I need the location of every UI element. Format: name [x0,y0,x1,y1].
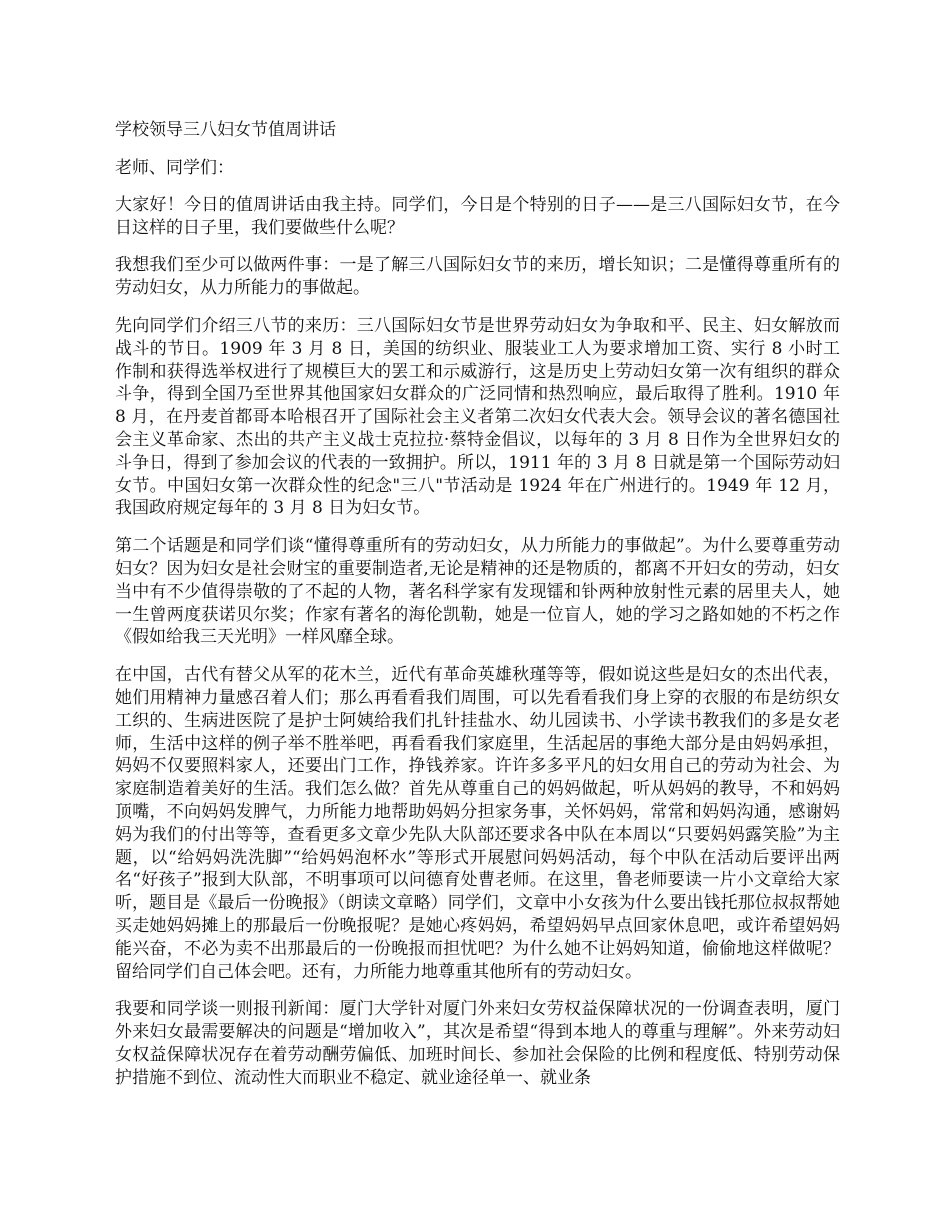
paragraph-news: 我要和同学谈一则报刊新闻：厦门大学针对厦门外来妇女劳权益保障状况的一份调查表明，厦门外来妇女最需要解决的问题是“增加收入”，其次是希望“得到本地人的尊重与理解”。外来劳动妇女权益保障状况存在着劳动酬劳偏低、加班时间长、参加社会保险的比例和程度低、特别劳动保护措施不到位、流动性大而职业不稳定、就业途径单一、就业条 [115,999,840,1088]
paragraph-greeting: 大家好！今日的值周讲话由我主持。同学们，今日是个特别的日子——是三八国际妇女节，在今日这样的日子里，我们要做些什么呢？ [115,194,840,238]
paragraph-history: 先向同学们介绍三八节的来历：三八国际妇女节是世界劳动妇女为争取和平、民主、妇女解放而战斗的节日。1909 年 3 月 8 日，美国的纺织业、服装业工人为要求增加工资、实行 8 小时工作制和获得选举权进行了规模巨大的罢工和示威游行，这是历史上劳动妇女第一次有组织的群众斗争，得到全国乃至世界其他国家妇女群众的广泛同情和热烈响应，最后取得了胜利。1910 年 8 月，在丹麦首都哥本哈根召开了国际社会主义者第二次妇女代表大会。领导会议的著名德国社会主义革命家、杰出的共产主义战士克拉拉·蔡特金倡议，以每年的 3 月 8 日作为全世界妇女的斗争日，得到了参加会议的代表的一致拥护。所以，1911 年的 3 月 8 日就是第一个国际劳动妇女节。中国妇女第一次群众性的纪念"三八"节活动是 1924 年在广州进行的。1949 年 12 月，我国政府规定每年的 3 月 8 日为妇女节。 [115,315,840,519]
paragraph-respect-women: 第二个话题是和同学们谈“懂得尊重所有的劳动妇女，从力所能力的事做起”。为什么要尊重劳动妇女？因为妇女是社会财宝的重要制造者,无论是精神的还是物质的，都离不开妇女的劳动，妇女当中有不少值得崇敬的了不起的人物，著名科学家有发现镭和钋两种放射性元素的居里夫人，她一生曾两度获诺贝尔奖；作家有著名的海伦凯勒，她是一位盲人，她的学习之路如她的不朽之作《假如给我三天光明》一样风靡全球。 [115,536,840,648]
salutation: 老师、同学们： [115,158,234,178]
paragraph-examples: 在中国，古代有替父从军的花木兰，近代有革命英雄秋瑾等等，假如说这些是妇女的杰出代表，她们用精神力量感召着人们；那么再看看我们周围，可以先看看我们身上穿的衣服的布是纺织女工织的、生病进医院了是护士阿姨给我们扎针挂盐水、幼儿园读书、小学读书教我们的多是女老师，生活中这样的例子举不胜举吧，再看看我们家庭里，生活起居的事绝大部分是由妈妈承担，妈妈不仅要照料家人，还要出门工作，挣钱养家。许许多多平凡的妇女用自己的劳动为社会、为家庭制造着美好的生活。我们怎么做？首先从尊重自己的妈妈做起，听从妈妈的教导，不和妈妈顶嘴，不向妈妈发脾气，力所能力地帮助妈妈分担家务事，关怀妈妈，常常和妈妈沟通，感谢妈妈为我们的付出等等，查看更多文章少先队大队部还要求各中队在本周以“只要妈妈露笑脸”为主题，以“给妈妈洗洗脚”“给妈妈泡杯水”等形式开展慰问妈妈活动，每个中队在活动后要评出两名“好孩子”报到大队部，不明事项可以问德育处曹老师。在这里，鲁老师要读一片小文章给大家听，题目是《最后一份晚报》（朗读文章略）同学们，文章中小女孩为什么要出钱托那位叔叔帮她买走她妈妈摊上的那最后一份晚报呢？是她心疼妈妈，希望妈妈早点回家休息吧，或许希望妈妈能兴奋，不必为卖不出那最后的一份晚报而担忧吧？为什么她不让妈妈知道，偷偷地这样做呢？留给同学们自己体会吧。还有，力所能力地尊重其他所有的劳动妇女。 [115,665,840,982]
document-page [115,117,840,1104]
paragraph-two-tasks: 我想我们至少可以做两件事：一是了解三八国际妇女节的来历，增长知识；二是懂得尊重所有的劳动妇女，从力所能力的事做起。 [115,255,840,299]
document-title: 学校领导三八妇女节值周讲话 [115,120,336,140]
